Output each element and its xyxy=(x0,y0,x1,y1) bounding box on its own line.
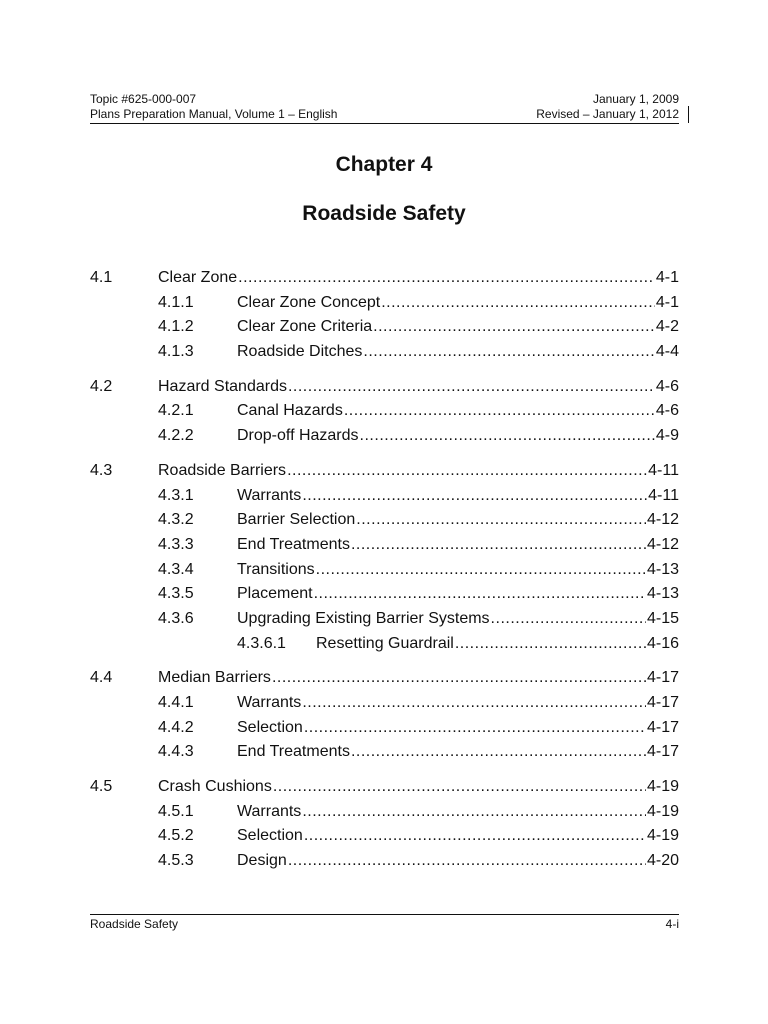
toc-entry-page: 4-15 xyxy=(646,609,679,627)
toc-entry[interactable] xyxy=(90,691,679,716)
toc-leader-dots xyxy=(304,824,646,849)
toc-entry[interactable] xyxy=(90,800,679,825)
toc-entry-number: 4.2 xyxy=(90,377,113,395)
toc-entry-page: 4-17 xyxy=(646,743,679,761)
toc-entry-number: 4.3.6.1 xyxy=(237,634,286,652)
toc-entry-page: 4-19 xyxy=(646,778,679,796)
toc-entry[interactable] xyxy=(90,266,679,291)
toc-leader-dots xyxy=(288,375,655,400)
toc-entry[interactable] xyxy=(90,533,679,558)
toc-entry-page: 4-17 xyxy=(646,694,679,711)
toc-entry[interactable] xyxy=(90,424,679,449)
toc-entry-title: Placement xyxy=(237,585,313,603)
revision-bar xyxy=(688,106,689,123)
toc-entry-title: Crash Cushions xyxy=(158,778,272,796)
toc-entry-title: Upgrading Existing Barrier Systems xyxy=(237,609,490,627)
toc-entry-number: 4.5 xyxy=(90,778,113,796)
toc-leader-dots xyxy=(373,315,655,340)
toc-entry-title: Design xyxy=(237,852,287,870)
toc-entry[interactable] xyxy=(90,824,679,849)
toc-leader-dots xyxy=(381,291,655,316)
toc-entry-page: 4-1 xyxy=(655,269,679,286)
toc-leader-dots xyxy=(356,508,646,533)
toc-entry-number: 4.1 xyxy=(90,269,113,286)
toc-entry-title: Median Barriers xyxy=(158,669,271,687)
toc-leader-dots xyxy=(351,740,646,765)
toc-entry-number: 4.5.1 xyxy=(158,802,194,820)
toc-entry-title: Clear Zone Concept xyxy=(237,293,381,311)
toc-entry-page: 4-11 xyxy=(648,486,679,504)
table-of-contents xyxy=(90,266,679,884)
toc-leader-dots xyxy=(304,716,646,741)
toc-leader-dots xyxy=(314,582,646,607)
toc-entry-title: Clear Zone xyxy=(158,269,238,286)
toc-entry-page: 4-6 xyxy=(655,377,679,395)
toc-entry-page: 4-13 xyxy=(646,560,679,578)
toc-leader-dots xyxy=(351,533,646,558)
toc-entry[interactable] xyxy=(90,291,679,316)
toc-entry-title: Warrants xyxy=(237,486,302,504)
toc-entry-page: 4-17 xyxy=(646,718,679,736)
header-row-2 xyxy=(90,107,679,124)
toc-entry[interactable] xyxy=(90,484,679,509)
toc-entry-number: 4.4.2 xyxy=(158,718,194,736)
toc-entry-page: 4-2 xyxy=(655,318,679,336)
manual-name: Plans Preparation Manual, Volume 1 – English xyxy=(90,107,338,121)
toc-entry-page: 4-11 xyxy=(648,461,679,479)
toc-entry-page: 4-4 xyxy=(655,343,679,361)
revision-date: Revised – January 1, 2012 xyxy=(536,107,679,121)
toc-entry-title: Selection xyxy=(237,718,303,736)
page-header xyxy=(90,92,679,124)
toc-entry-title: Canal Hazards xyxy=(237,402,343,420)
toc-entry-title: Warrants xyxy=(237,694,302,711)
toc-entry-page: 4-13 xyxy=(646,585,679,603)
toc-leader-dots xyxy=(360,424,655,449)
toc-entry[interactable] xyxy=(90,716,679,741)
page-footer xyxy=(90,914,679,931)
footer-title: Roadside Safety xyxy=(90,917,179,931)
toc-group xyxy=(90,375,679,449)
toc-entry-number: 4.3.3 xyxy=(158,535,194,553)
topic-number: Topic #625-000-007 xyxy=(90,92,197,106)
toc-entry-title: Hazard Standards xyxy=(158,377,287,395)
toc-entry[interactable] xyxy=(90,375,679,400)
toc-entry-page: 4-17 xyxy=(646,669,679,687)
chapter-title: Roadside Safety xyxy=(302,202,466,225)
toc-leader-dots xyxy=(302,484,647,509)
toc-entry-number: 4.3.1 xyxy=(158,486,194,504)
toc-group xyxy=(90,775,679,874)
toc-entry-page: 4-16 xyxy=(646,634,679,652)
toc-entry-page: 4-19 xyxy=(646,802,679,820)
toc-entry-number: 4.1.2 xyxy=(158,318,194,336)
toc-entry-number: 4.3 xyxy=(90,461,113,479)
toc-leader-dots xyxy=(302,691,646,716)
toc-leader-dots xyxy=(455,632,646,657)
toc-entry[interactable] xyxy=(90,340,679,365)
toc-leader-dots xyxy=(272,666,646,691)
toc-entry-page: 4-1 xyxy=(655,293,679,311)
toc-group xyxy=(90,666,679,765)
toc-entry[interactable] xyxy=(90,632,679,657)
header-row-1 xyxy=(90,92,679,107)
toc-entry[interactable] xyxy=(90,849,679,874)
toc-entry[interactable] xyxy=(90,607,679,632)
toc-entry[interactable] xyxy=(90,315,679,340)
toc-entry-number: 4.5.2 xyxy=(158,827,194,845)
toc-leader-dots xyxy=(287,459,647,484)
toc-leader-dots xyxy=(238,266,655,291)
toc-entry[interactable] xyxy=(90,775,679,800)
toc-entry-number: 4.4.3 xyxy=(158,743,194,761)
chapter-heading: Chapter 4 xyxy=(335,153,433,176)
toc-entry-page: 4-19 xyxy=(646,827,679,845)
toc-entry-page: 4-12 xyxy=(646,511,679,529)
footer-page-number: 4-i xyxy=(665,917,679,931)
toc-entry[interactable] xyxy=(90,508,679,533)
toc-entry-number: 4.4.1 xyxy=(158,694,194,711)
toc-entry[interactable] xyxy=(90,558,679,583)
toc-entry-number: 4.3.2 xyxy=(158,511,194,529)
toc-group xyxy=(90,459,679,657)
toc-entry-title: Drop-off Hazards xyxy=(237,427,359,445)
toc-entry-title: Resetting Guardrail xyxy=(316,634,454,652)
toc-entry[interactable] xyxy=(90,399,679,424)
toc-entry[interactable] xyxy=(90,666,679,691)
toc-leader-dots xyxy=(288,849,646,874)
toc-entry-title: Clear Zone Criteria xyxy=(237,318,373,336)
toc-entry-title: Roadside Ditches xyxy=(237,343,363,361)
toc-leader-dots xyxy=(491,607,646,632)
toc-entry-number: 4.1.3 xyxy=(158,343,194,361)
toc-entry-title: Warrants xyxy=(237,802,302,820)
toc-entry-page: 4-6 xyxy=(655,402,679,420)
toc-entry-number: 4.3.4 xyxy=(158,560,194,578)
toc-entry-number: 4.5.3 xyxy=(158,852,194,870)
toc-entry-number: 4.2.1 xyxy=(158,402,194,420)
issue-date: January 1, 2009 xyxy=(592,92,679,106)
toc-entry-title: Transitions xyxy=(237,560,315,578)
toc-leader-dots xyxy=(363,340,654,365)
toc-entry-number: 4.3.6 xyxy=(158,609,194,627)
toc-entry[interactable] xyxy=(90,740,679,765)
toc-leader-dots xyxy=(302,800,646,825)
toc-entry-page: 4-9 xyxy=(655,427,679,445)
toc-leader-dots xyxy=(273,775,646,800)
toc-entry-title: End Treatments xyxy=(237,535,350,553)
toc-entry-number: 4.3.5 xyxy=(158,585,194,603)
toc-entry-title: Selection xyxy=(237,827,303,845)
toc-leader-dots xyxy=(316,558,646,583)
toc-entry[interactable] xyxy=(90,582,679,607)
toc-entry-number: 4.4 xyxy=(90,669,113,687)
toc-entry-number: 4.1.1 xyxy=(158,293,194,311)
toc-entry-title: Barrier Selection xyxy=(237,511,356,529)
toc-leader-dots xyxy=(344,399,655,424)
toc-entry-number: 4.2.2 xyxy=(158,427,194,445)
toc-entry[interactable] xyxy=(90,459,679,484)
toc-entry-title: End Treatments xyxy=(237,743,350,761)
toc-group xyxy=(90,266,679,365)
toc-entry-page: 4-20 xyxy=(646,852,679,870)
toc-entry-page: 4-12 xyxy=(646,535,679,553)
toc-entry-title: Roadside Barriers xyxy=(158,461,287,479)
